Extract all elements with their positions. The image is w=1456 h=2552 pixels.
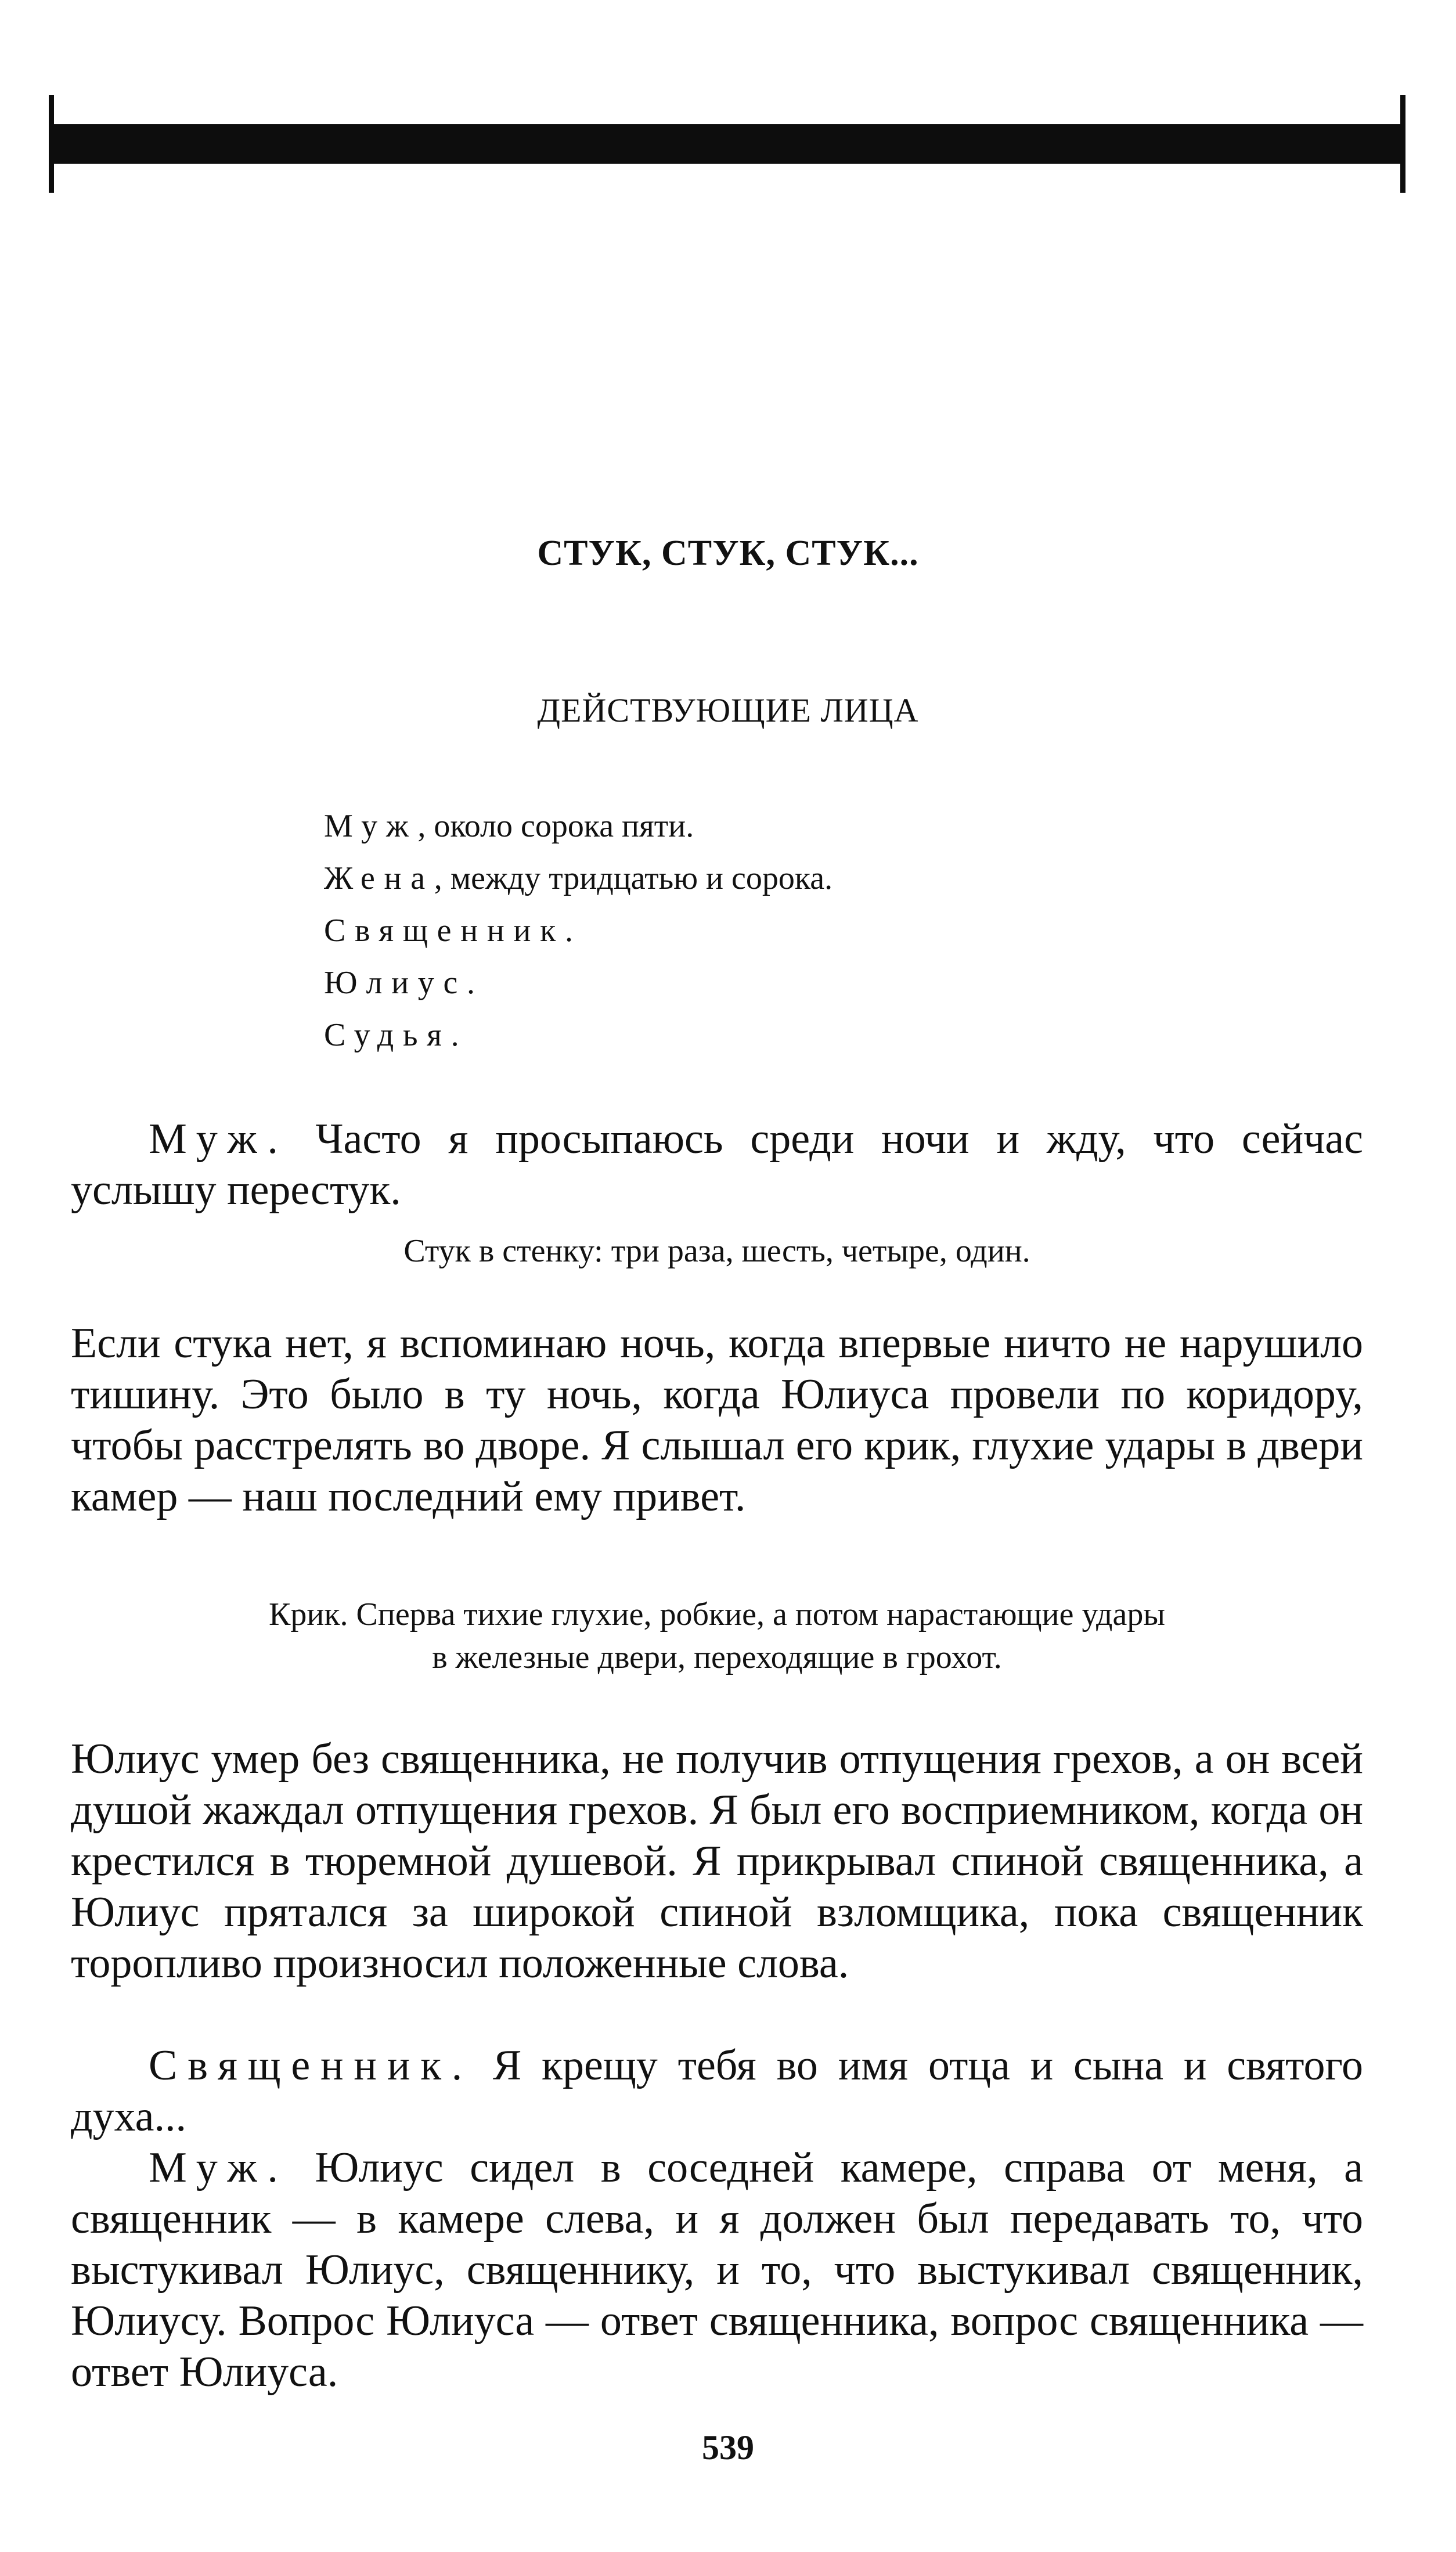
cast-item — [324, 800, 832, 852]
paragraph-text: Я крещу тебя во имя отца и сына и святого духа... — [71, 2042, 1363, 2140]
cast-item — [324, 904, 832, 957]
cast-heading: ДЕЙСТВУЮЩИЕ ЛИЦА — [537, 691, 919, 729]
cast-list — [324, 800, 832, 1061]
stage-line: Крик. Сперва тихие глухие, робкие, а потом нарастающие удары — [269, 1596, 1165, 1632]
top-rule-right-tick — [1400, 95, 1405, 193]
stage-direction-1: Стук в стенку: три раза, шесть, четыре, один. — [403, 1233, 1030, 1269]
cast-name: Судья — [324, 1017, 451, 1053]
play-title: СТУК, СТУК, СТУК... — [537, 534, 919, 573]
page-number: 539 — [702, 2428, 754, 2467]
cast-name: Муж — [324, 808, 418, 844]
cast-item — [324, 852, 832, 904]
paragraph-3: Юлиус умер без священника, не получив отпущения грехов, а он всей душой жаждал отпущения грехов. Я был его восприемником, когда он крестился в тюремной душевой. Я прикрывал спиной священника, а Юлиус прятался за широкой спиной взломщика, пока священник торопливо произносил положенные слова. — [71, 1735, 1363, 1987]
cast-description: , между тридцатью и сорока. — [434, 860, 833, 896]
paragraph-husband-2 — [71, 2142, 1363, 2398]
speaker-label: Муж. — [149, 2144, 289, 2191]
cast-name: Юлиус — [324, 965, 467, 1001]
cast-name: Жена — [324, 860, 434, 896]
paragraph-text: Юлиус сидел в соседней камере, справа от меня, а священник — в камере слева, и я должен был передавать то, что выстукивал Юлиус, священнику, и то, что выстукивал священник, Юлиусу. Вопрос Юлиуса — ответ священника, вопрос священника — ответ Юлиуса. — [71, 2144, 1363, 2396]
speaker-label: Муж. — [149, 1115, 289, 1163]
cast-description: . — [451, 1017, 459, 1053]
paragraph-text: Часто я просыпаюсь среди ночи и жду, что сейчас услышу перестук. — [71, 1115, 1363, 1214]
speaker-label: Священник. — [149, 2042, 473, 2089]
cast-description: , около сорока пяти. — [417, 808, 694, 844]
cast-item — [324, 1009, 832, 1061]
cast-description: . — [467, 965, 475, 1001]
paragraph-priest — [71, 2040, 1363, 2142]
paragraph-2: Если стука нет, я вспоминаю ночь, когда впервые ничто не нарушило тишину. Это было в ту ночь, когда Юлиуса провели по коридору, чтобы расстрелять во дворе. Я слышал его крик, глухие удары в двери камер — наш последний ему привет. — [71, 1320, 1363, 1520]
cast-name: Священник — [324, 913, 565, 949]
stage-direction-2 — [71, 1593, 1363, 1679]
cast-item — [324, 957, 832, 1009]
cast-description: . — [565, 913, 574, 949]
top-rule — [51, 124, 1405, 164]
stage-line: в железные двери, переходящие в грохот. — [432, 1639, 1002, 1675]
paragraph-husband-1 — [71, 1113, 1363, 1216]
